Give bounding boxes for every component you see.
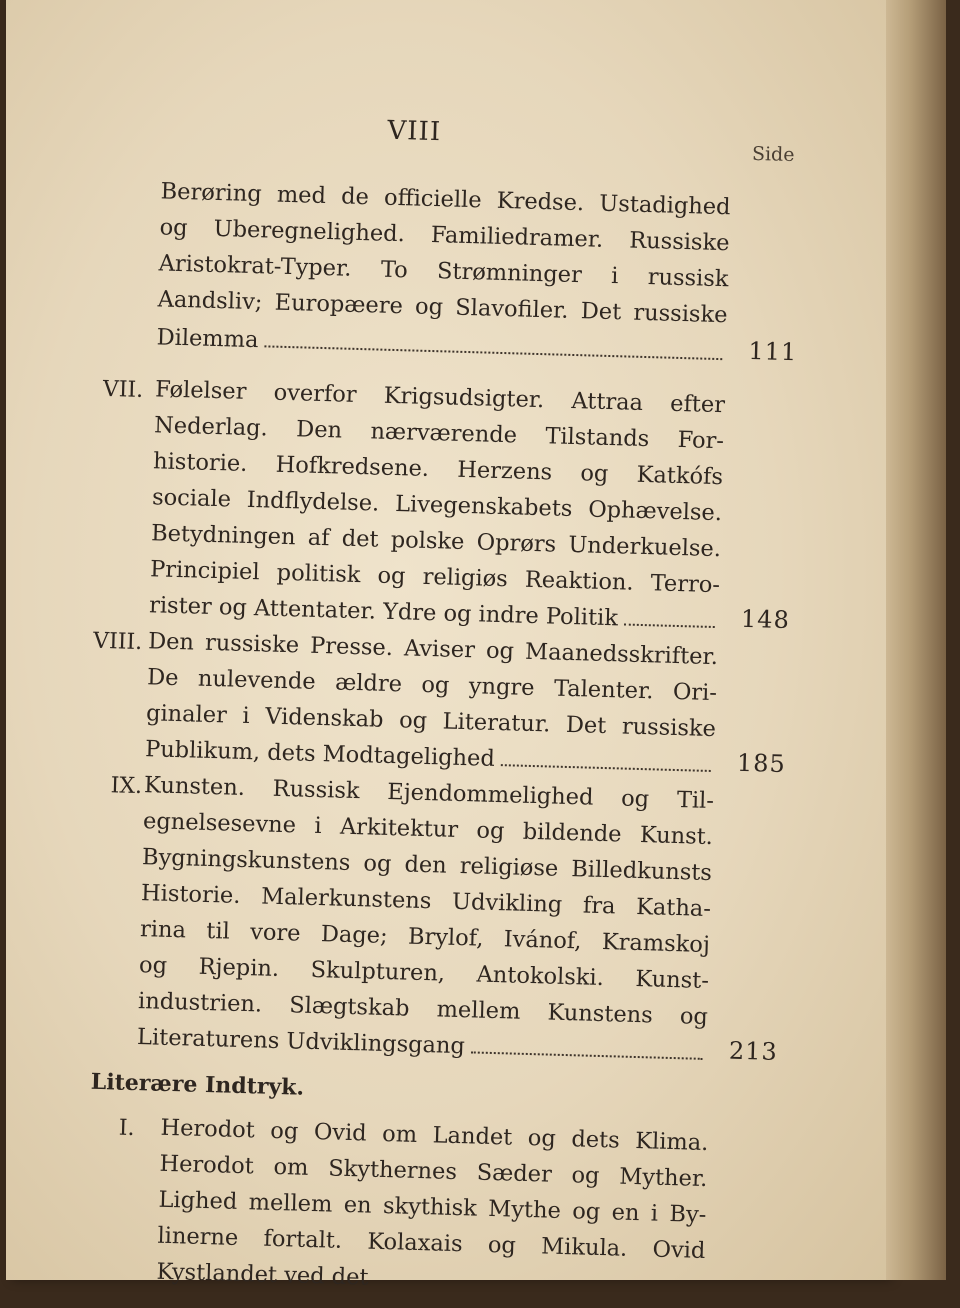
entry-line: Betydningen af det polske Oprørs Underkuelse.	[150, 520, 722, 563]
chapter-numeral: I.	[118, 1115, 135, 1142]
entry-line: Historie. Malerkunstens Udvikling fra Katha-	[140, 880, 712, 923]
dot-leader	[501, 763, 711, 772]
entry-line: ginaler i Videnskab og Literatur. Det russiske	[145, 700, 717, 743]
dot-leader	[471, 1050, 703, 1059]
entry-line: Berøring med de officielle Kredse. Ustadighed	[160, 178, 731, 221]
entry-line: rina til vore Dage; Brylof, Ivánof, Kramskoj	[139, 916, 711, 959]
book-page	[6, 0, 886, 1291]
section-heading: Literære Indtryk.	[90, 1068, 305, 1101]
page-edge	[886, 0, 946, 1280]
page-number: 213	[728, 1036, 779, 1066]
chapter-numeral: VII.	[102, 376, 144, 403]
dot-leader	[264, 344, 722, 360]
entry-line: Publikum, dets Modtagelighed	[144, 736, 496, 772]
entry-line: Kunsten. Russisk Ejendommelighed og Til-	[143, 772, 715, 815]
chapter-numeral: IX.	[110, 773, 143, 800]
page-number: 148	[740, 604, 791, 635]
entry-line: og Uberegnelighed. Familiedramer. Russiske	[159, 214, 730, 257]
entry-line: Herodot om Skythernes Sæder og Myther.	[159, 1150, 708, 1193]
chapter-numeral: VIII.	[92, 628, 143, 656]
entry-line: Dilemma	[156, 324, 259, 354]
entry-line: De nulevende ældre og yngre Talenter. Ori-	[146, 664, 718, 707]
entry-line: Kystlandet ved det	[156, 1258, 369, 1291]
entry-line: industrien. Slægtskab mellem Kunstens og	[137, 988, 709, 1030]
entry-line: Følelser overfor Krigsudsigter. Attraa efter	[154, 376, 726, 419]
page-number: 111	[748, 336, 798, 367]
entry-line: Nederlag. Den nærværende Tilstands For-	[153, 412, 725, 455]
entry-line: Principiel politisk og religiøs Reaktion. Terro-	[149, 556, 721, 599]
entry-line: linerne fortalt. Kolaxais og Mikula. Ovid	[157, 1222, 706, 1265]
entry-line: Herodot og Ovid om Landet og dets Klima.	[160, 1114, 709, 1157]
entry-line: Bygningskunstens og den religiøse Billedkunsts	[141, 844, 713, 887]
entry-line: Den russiske Presse. Aviser og Maanedsskrifter.	[147, 628, 719, 671]
page-number: 185	[736, 748, 787, 779]
side-column-label: Side	[751, 142, 795, 167]
entry-line: sociale Indflydelse. Livegenskabets Ophævelse.	[151, 484, 723, 527]
entry-line: Aandsliv; Europæere og Slavofiler. Det russiske	[157, 286, 728, 329]
book-spread	[6, 0, 946, 1291]
page-numeral: VIII	[387, 115, 442, 148]
entry-line: og Rjepin. Skulpturen, Antokolski. Kunst-	[138, 952, 710, 995]
entry-line: egnelsesevne i Arkitektur og bildende Kunst.	[142, 808, 714, 851]
entry-line: Lighed mellem en skythisk Mythe og en i By-	[158, 1186, 707, 1229]
entry-line: historie. Hofkredsene. Herzens og Katkófs	[152, 448, 724, 491]
entry-line: Aristokrat-Typer. To Strømninger i russisk	[158, 250, 729, 293]
dot-leader	[624, 622, 715, 628]
entry-line: Literaturens Udviklingsgang	[136, 1024, 466, 1060]
entry-line: rister og Attentater. Ydre og indre Politik	[148, 592, 619, 632]
